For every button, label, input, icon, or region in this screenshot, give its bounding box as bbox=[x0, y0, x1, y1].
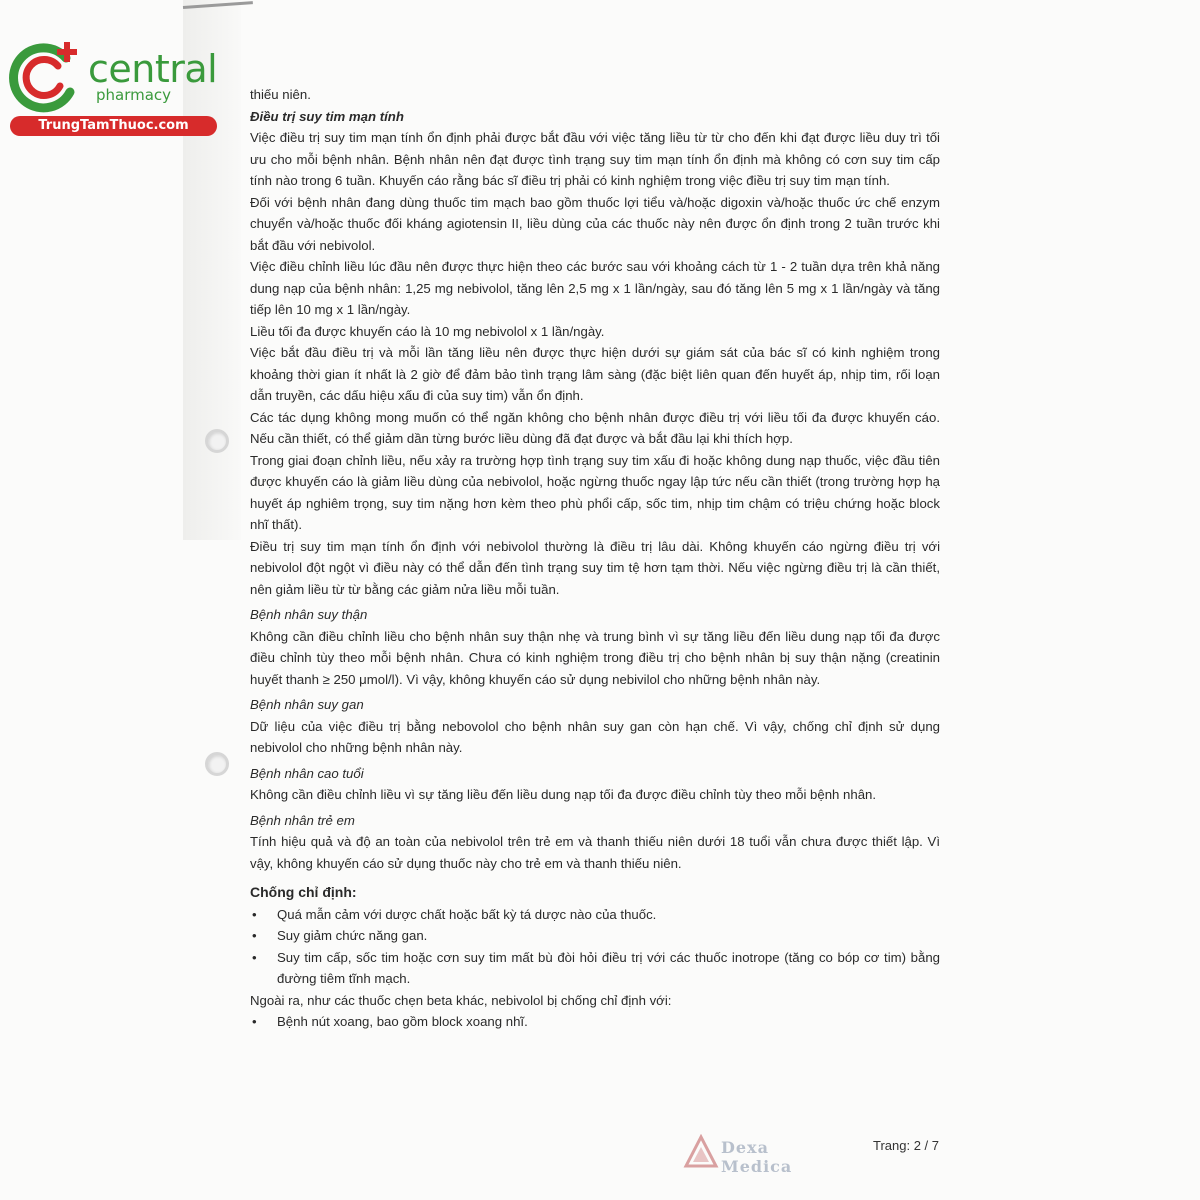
punch-hole bbox=[205, 429, 229, 453]
document-body bbox=[250, 84, 940, 1033]
subheading-liver: Bệnh nhân suy gan bbox=[250, 697, 364, 712]
paragraph: Trong giai đoạn chỉnh liều, nếu xảy ra trường hợp tình trạng suy tim xấu đi hoặc không dung nạp thuốc, việc đầu tiên được khuyến cáo là giảm liều dùng của nebivolol, hoặc ngừng thuốc ngay lập tức nếu cần thiết (trong trường hợp hạ huyết áp nghiêm trọng, suy tim nặng hơn kèm theo phù phổi cấp, sốc tim, nhịp tim chậm có triệu chứng hoặc block nhĩ thất). bbox=[250, 452, 940, 532]
list-item: • Suy giảm chức năng gan. bbox=[250, 925, 940, 947]
list-item: • Quá mẫn cảm với dược chất hoặc bất kỳ tá dược nào của thuốc. bbox=[250, 904, 940, 926]
paragraph: Điều trị suy tim mạn tính ổn định với nebivolol thường là điều trị lâu dài. Không khuyến cáo ngừng điều trị với nebivolol đột ngột vì điều này có thể dẫn đến tình trạng suy tim tệ hơn tạm thời. Nếu việc ngừng điều trị là cần thiết, nên giảm liều từ từ bằng các giảm nửa liều mỗi tuần. bbox=[250, 538, 940, 597]
logo-brand: central bbox=[88, 47, 218, 91]
subheading-elderly: Bệnh nhân cao tuổi bbox=[250, 765, 364, 781]
stamp-label: Dexa Medica bbox=[721, 1138, 793, 1176]
paragraph: thiếu niên. bbox=[250, 87, 311, 102]
paragraph: Tính hiệu quả và độ an toàn của nebivolol trên trẻ em và thanh thiếu niên dưới 18 tuổi vẫn chưa được thiết lập. Vì vậy, không khuyến cáo sử dụng thuốc này cho trẻ em và thanh thiếu niên. bbox=[250, 834, 940, 871]
contraindications-heading: Chống chỉ định: bbox=[250, 884, 357, 900]
subheading-renal: Bệnh nhân suy thận bbox=[250, 607, 368, 622]
page-number: Trang: 2 / 7 bbox=[873, 1138, 939, 1153]
list-item: • Suy tim cấp, sốc tim hoặc cơn suy tim mất bù đòi hỏi điều trị với các thuốc inotrope (tăng co bóp cơ tim) bằng đường tiêm tĩnh mạch. bbox=[250, 947, 940, 990]
pharmacy-logo[interactable] bbox=[8, 36, 218, 136]
section-heading: Điều trị suy tim mạn tính bbox=[250, 108, 404, 124]
paragraph: Không cần điều chỉnh liều cho bệnh nhân suy thận nhẹ và trung bình vì sự tăng liều đến liều dung nạp tối đa được điều chỉnh tùy theo mỗi bệnh nhân. Chưa có kinh nghiệm trong điều trị cho bệnh nhân bị suy thận nặng (creatinin huyết thanh ≥ 250 μmol/l). Vì vậy, không khuyến cáo sử dụng nebivilol cho những bệnh nhân này. bbox=[250, 628, 940, 687]
subheading-children: Bệnh nhân trẻ em bbox=[250, 812, 355, 828]
triangle-logo-icon bbox=[683, 1134, 719, 1170]
paragraph: Dữ liệu của việc điều trị bằng nebovolol cho bệnh nhân suy gan còn hạn chế. Vì vậy, chống chỉ định sử dụng nebivolol cho những bệnh nhân này. bbox=[250, 718, 940, 755]
paragraph: Liều tối đa được khuyến cáo là 10 mg nebivolol x 1 lần/ngày. bbox=[250, 323, 605, 339]
manufacturer-stamp bbox=[683, 1130, 825, 1174]
paragraph: Các tác dụng không mong muốn có thể ngăn không cho bệnh nhân được điều trị với liều tối đa được khuyến cáo. Nếu cần thiết, có thể giảm dần từng bước liều dùng đã đạt được và bắt đầu lại khi thích hợp. bbox=[250, 409, 940, 446]
paragraph: Việc bắt đầu điều trị và mỗi lần tăng liều nên được thực hiện dưới sự giám sát của bác sĩ có kinh nghiệm trong khoảng thời gian ít nhất là 2 giờ để đảm bảo tình trạng lâm sàng (đặc biệt liên quan đến huyết áp, nhịp tim, rối loạn dẫn truyền, các dấu hiệu xấu đi của suy tim) vẫn ổn định. bbox=[250, 345, 940, 403]
paragraph: Việc điều chỉnh liều lúc đầu nên được thực hiện theo các bước sau với khoảng cách từ 1 - 2 tuần dựa trên khả năng dung nạp của bệnh nhân: 1,25 mg nebivolol, tăng lên 2,5 mg x 1 lần/ngày, sau đó tăng lên 5 mg x 1 lần/ngày và tăng tiếp lên 10 mg x 1 lần/ngày. bbox=[250, 259, 940, 317]
additional-contraindications-list bbox=[250, 1011, 940, 1033]
paragraph: Không cần điều chỉnh liều vì sự tăng liều đến liều dung nạp tối đa được điều chỉnh tùy theo mỗi bệnh nhân. bbox=[250, 787, 877, 802]
logo-sub: pharmacy bbox=[96, 86, 172, 104]
contraindications-list bbox=[250, 904, 940, 990]
punch-hole bbox=[205, 752, 229, 776]
paragraph: Việc điều trị suy tim mạn tính ổn định phải được bắt đầu với việc tăng liều từ từ cho đến khi đạt được liều duy trì tối ưu cho mỗi bệnh nhân. Bệnh nhân nên đạt được tình trạng suy tim mạn tính ổn định mà không có cơn suy tim cấp tính nào trong 6 tuần. Khuyến cáo rằng bác sĩ điều trị phải có kinh nghiệm trong việc điều trị suy tim mạn tính. bbox=[250, 130, 940, 188]
logo-url[interactable]: TrungTamThuoc.com bbox=[10, 116, 217, 136]
paragraph: Ngoài ra, như các thuốc chẹn beta khác, nebivolol bị chống chỉ định với: bbox=[250, 992, 672, 1008]
list-item: • Bệnh nút xoang, bao gồm block xoang nhĩ. bbox=[250, 1011, 940, 1033]
logo-mark-icon bbox=[8, 36, 88, 116]
paragraph: Đối với bệnh nhân đang dùng thuốc tim mạch bao gồm thuốc lợi tiểu và/hoặc digoxin và/hoặc thuốc ức chế enzym chuyển và/hoặc thuốc đối kháng agiotensin II, liều dùng của các thuốc này nên được ổn định trong 2 tuần trước khi bắt đầu với nebivolol. bbox=[250, 194, 940, 253]
